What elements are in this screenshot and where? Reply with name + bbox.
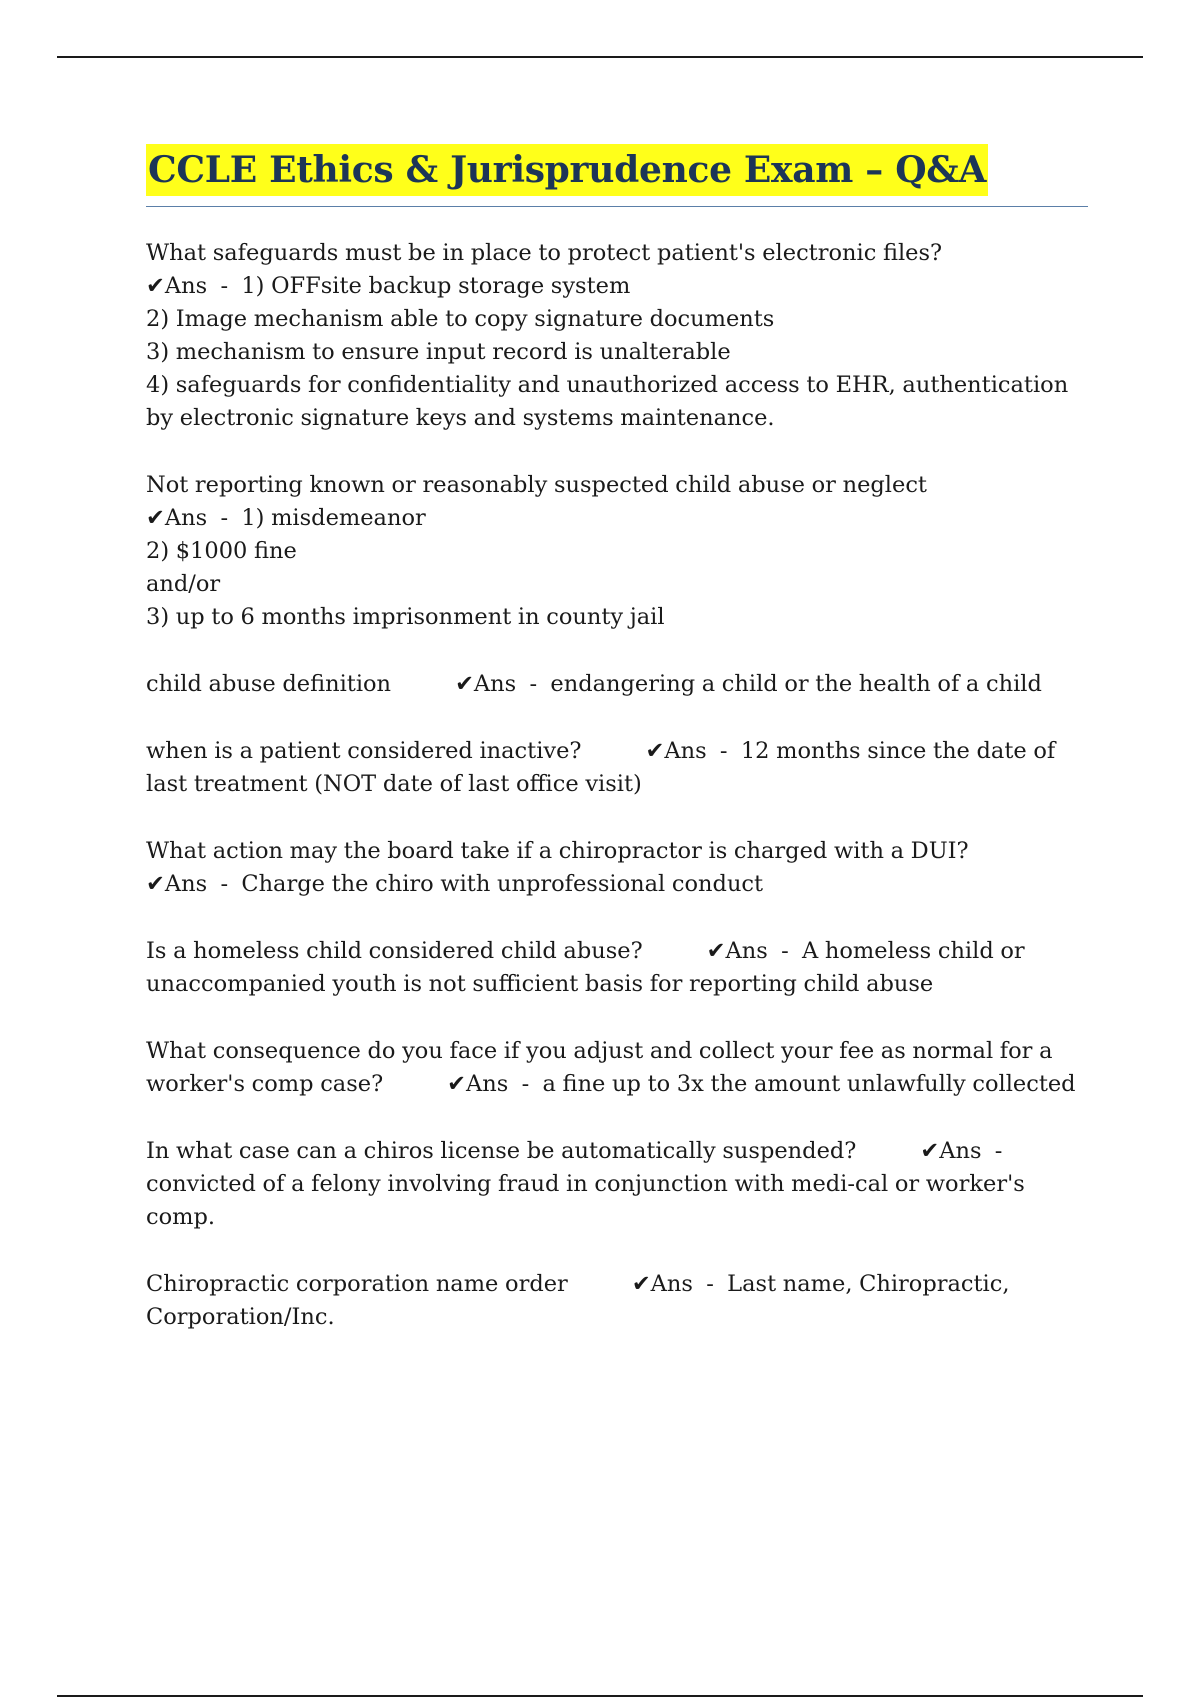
answer-text: ✔Ans - 12 months since the date of last treatment (NOT date of last office visit) xyxy=(146,738,1062,797)
question-text: What consequence do you face if you adjust and collect your fee as normal for a worker's comp case? xyxy=(146,1038,1060,1097)
qa-list xyxy=(146,237,1088,1334)
qa-item xyxy=(146,835,1088,901)
question-text: Chiropractic corporation name order xyxy=(146,1271,568,1297)
answer-line: 2) Image mechanism able to copy signature documents xyxy=(146,306,775,332)
header-rule xyxy=(57,56,1143,58)
answer-line: 3) mechanism to ensure input record is unalterable xyxy=(146,339,731,365)
question-text: What action may the board take if a chiropractor is charged with a DUI? xyxy=(146,838,969,864)
qa-item xyxy=(146,237,1088,435)
document-content xyxy=(146,144,1088,1368)
question-text: In what case can a chiros license be automatically suspended? xyxy=(146,1138,857,1164)
answer-line: ✔Ans - Charge the chiro with unprofessional conduct xyxy=(146,871,764,897)
answer-text: ✔Ans - convicted of a felony involving fraud in conjunction with medi-cal or worker's comp. xyxy=(146,1138,1032,1230)
answer-line: 3) up to 6 months imprisonment in county jail xyxy=(146,604,665,630)
answer-line: ✔Ans - 1) OFFsite backup storage system xyxy=(146,273,631,299)
question-text: child abuse definition xyxy=(146,671,392,697)
answer-line: 2) $1000 fine xyxy=(146,538,297,564)
qa-item xyxy=(146,469,1088,634)
answer-line: ✔Ans - 1) misdemeanor xyxy=(146,505,426,531)
answer-text: ✔Ans - Last name, Chiropractic, Corporation/Inc. xyxy=(146,1271,1017,1330)
answer-text: ✔Ans - A homeless child or unaccompanied youth is not sufficient basis for reporting child abuse xyxy=(146,938,1032,997)
footer-rule xyxy=(57,1695,1143,1697)
document-title: CCLE Ethics & Jurisprudence Exam – Q&A xyxy=(146,144,988,196)
answer-text: ✔Ans - endangering a child or the health of a child xyxy=(455,671,1042,697)
question-text: Not reporting known or reasonably suspected child abuse or neglect xyxy=(146,472,927,498)
qa-item xyxy=(146,735,1088,801)
qa-item xyxy=(146,1035,1088,1101)
question-text: Is a homeless child considered child abuse? xyxy=(146,938,643,964)
question-text: What safeguards must be in place to protect patient's electronic files? xyxy=(146,240,943,266)
title-block xyxy=(146,144,1088,207)
qa-item xyxy=(146,1268,1088,1334)
answer-line: 4) safeguards for confidentiality and unauthorized access to EHR, authentication by electronic signature keys and systems maintenance. xyxy=(146,372,1075,431)
qa-item xyxy=(146,935,1088,1001)
qa-item xyxy=(146,668,1088,701)
answer-text: ✔Ans - a fine up to 3x the amount unlawfully collected xyxy=(447,1071,1076,1097)
qa-item xyxy=(146,1135,1088,1234)
answer-line: and/or xyxy=(146,571,221,597)
question-text: when is a patient considered inactive? xyxy=(146,738,582,764)
